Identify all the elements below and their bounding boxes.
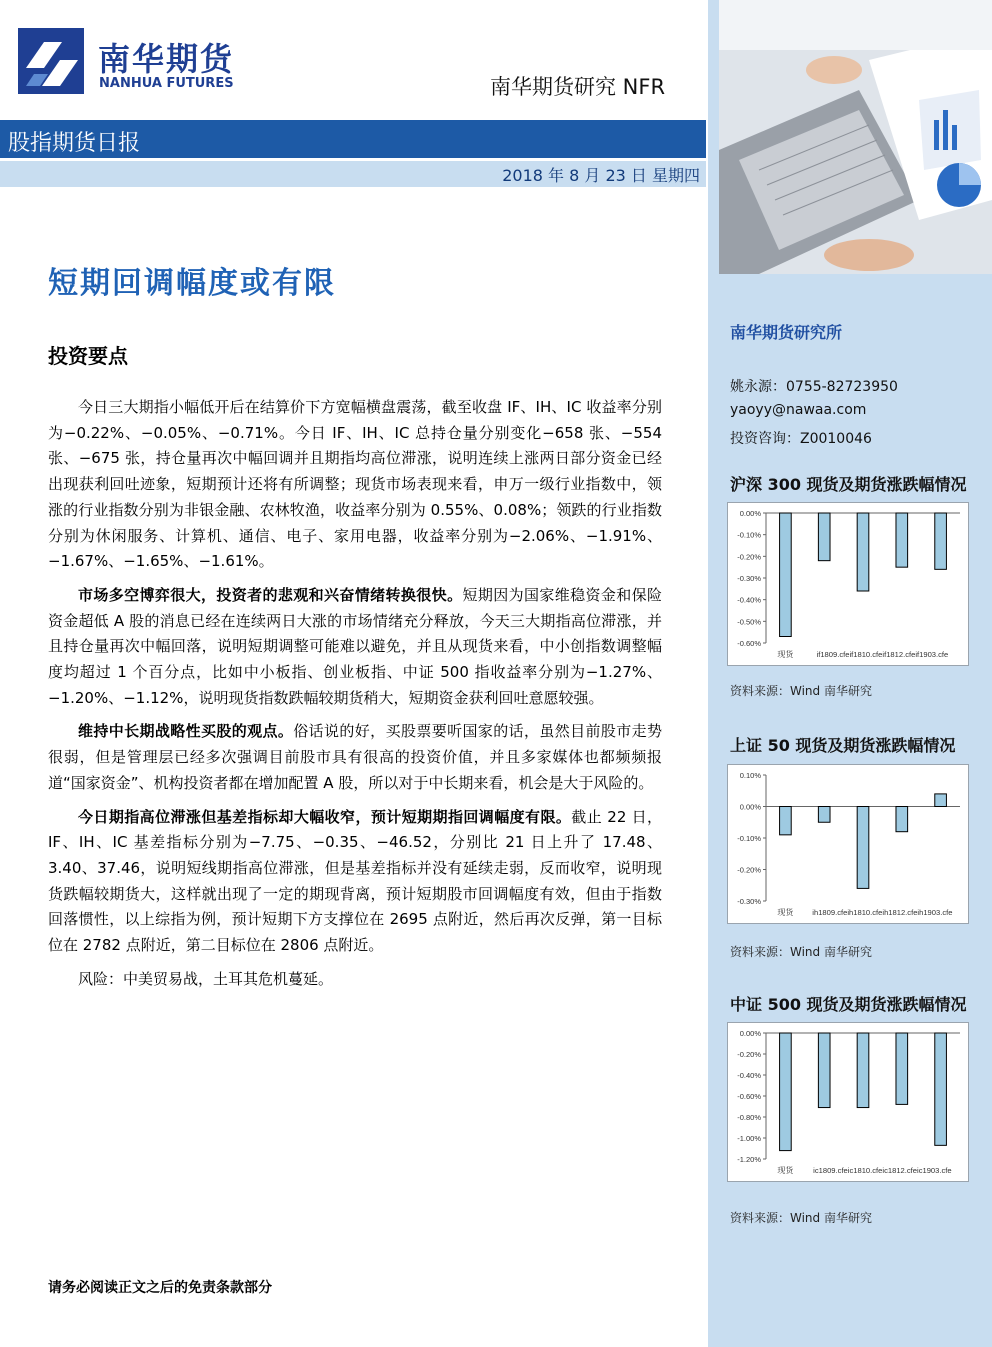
chart1-box	[727, 502, 969, 666]
cover-photo-illustration	[719, 0, 992, 274]
chart3-title: 中证 500 现货及期货涨跌幅情况	[730, 995, 967, 1014]
chart2-svg	[728, 765, 968, 923]
x-label-spot: 现货	[777, 650, 794, 659]
bar-ih1809.cfe	[818, 807, 830, 823]
headline: 短期回调幅度或有限	[48, 266, 336, 301]
bar-现货	[780, 513, 792, 637]
y-tick-label: -0.30%	[737, 897, 761, 906]
article-body	[48, 395, 662, 1000]
x-label-spot: 现货	[777, 1166, 794, 1175]
chart3-svg	[728, 1023, 968, 1181]
paragraph-3-text: 俗话说的好，买股票要听国家的话，虽然目前股市走势很弱，但是管理层已经多次强调目前股市具有很高的投资价值，并且多家媒体也都频频报道“国家资金”、机构投资者都在增加配置 A 股，所以对于中长期来看，机会是大于风险的。	[48, 722, 662, 792]
chart2-title: 上证 50 现货及期货涨跌幅情况	[730, 736, 956, 755]
y-tick-label: -1.00%	[737, 1134, 761, 1143]
bar-ic1810.cfe	[857, 1033, 869, 1108]
y-tick-label: 0.10%	[739, 771, 761, 780]
nanhua-logo	[18, 28, 84, 94]
disclaimer-note: 请务必阅读正文之后的免责条款部分	[48, 1280, 272, 1296]
y-tick-label: -0.50%	[737, 617, 761, 627]
y-tick-label: -0.60%	[737, 639, 761, 648]
paragraph-3-lead: 维持中长期战略性买股的观点。	[78, 722, 294, 741]
x-label-spot: 现货	[777, 908, 794, 917]
paragraph-4	[48, 805, 662, 959]
bar-if1903.cfe	[935, 513, 947, 569]
y-tick-label: -0.10%	[737, 834, 761, 843]
bar-if1812.cfe	[896, 513, 908, 567]
bar-ih1812.cfe	[896, 807, 908, 832]
brand-name-cn: 南华期货	[98, 40, 235, 78]
bar-ih1903.cfe	[935, 794, 947, 807]
bar-现货	[780, 807, 792, 835]
y-tick-label: -0.20%	[737, 552, 761, 562]
chart1-source: 资料来源：Wind 南华研究	[730, 684, 872, 698]
chart1-svg	[728, 503, 968, 665]
y-tick-label: -0.40%	[737, 1071, 761, 1080]
date-bar	[0, 161, 706, 187]
y-tick-label: -0.60%	[737, 1092, 761, 1101]
chart1-title: 沪深 300 现货及期货涨跌幅情况	[730, 475, 967, 494]
y-tick-label: -0.40%	[737, 595, 761, 605]
report-type-bar	[0, 120, 706, 158]
bar-if1809.cfe	[818, 513, 830, 561]
chart2-box	[727, 764, 969, 924]
bar-if1810.cfe	[857, 513, 869, 591]
y-tick-label: 0.00%	[739, 509, 761, 518]
research-label: 南华期货研究 NFR	[490, 75, 666, 99]
x-label-futures: ih1809.cfeih1810.cfeih1812.cfeih1903.cfe	[812, 908, 953, 917]
report-type: 股指期货日报	[8, 131, 141, 156]
y-tick-label: -1.20%	[737, 1155, 761, 1164]
bar-ic1903.cfe	[935, 1033, 947, 1145]
paragraph-2-lead: 市场多空博弈很大，投资者的悲观和兴奋情绪转换很快。	[78, 585, 463, 604]
y-tick-label: 0.00%	[739, 1029, 761, 1038]
institute-name: 南华期货研究所	[730, 323, 843, 342]
bar-现货	[780, 1033, 792, 1151]
analyst-contact: 姚永源：0755-82723950	[730, 379, 898, 395]
bar-ic1812.cfe	[896, 1033, 908, 1104]
bar-ic1809.cfe	[818, 1033, 830, 1108]
y-tick-label: -0.80%	[737, 1113, 761, 1122]
y-tick-label: -0.20%	[737, 865, 761, 875]
analyst-license: 投资咨询：Z0010046	[730, 431, 872, 447]
paragraph-4-lead: 今日期指高位滞涨但基差指标却大幅收窄，预计短期期指回调幅度有限。	[78, 807, 572, 826]
chart3-source: 资料来源：Wind 南华研究	[730, 1211, 872, 1225]
x-label-futures: ic1809.cfeic1810.cfeic1812.cfeic1903.cfe	[813, 1166, 952, 1175]
y-tick-label: 0.00%	[739, 802, 761, 812]
x-label-futures: if1809.cfeif1810.cfeif1812.cfeif1903.cfe	[816, 650, 949, 659]
paragraph-2	[48, 583, 662, 712]
section-title: 投资要点	[48, 344, 128, 368]
analyst-email[interactable]: yaoyy@nawaa.com	[730, 402, 867, 418]
cover-photo	[719, 0, 992, 274]
paragraph-1: 今日三大期指小幅低开后在结算价下方宽幅横盘震荡，截至收盘 IF、IH、IC 收益率分别为−0.22%、−0.05%、−0.71%。今日 IF、IH、IC 总持仓量分别变化−658 张、−554 张、−675 张，持仓量再次中幅回调并且期指均高位滞涨，说明连续上涨两日部分资金已经出现获利回吐迹象，短期预计还将有所调整；现货市场表现来看，申万一级行业指数中，领涨的行业指数分别为非银金融、农林牧渔，收益率分别为 0.55%、0.08%；领跌的行业指数分别为休闲服务、计算机、通信、电子、家用电器，收益率分别为−2.06%、−1.91%、−1.67%、−1.65%、−1.61%。	[48, 398, 662, 571]
chart3-box	[727, 1022, 969, 1182]
paragraph-2-text: 短期因为国家维稳资金和保险资金超低 A 股的消息已经在连续两日大涨的市场情绪充分释放，今天三大期指高位滞涨，并且持仓量再次中幅回落，说明短期调整可能难以避免，并且从现货来看，中小创指数调整幅度均超过 1 个百分点，比如中小板指、创业板指、中证 500 指收益率分别为−1.27%、−1.20%、−1.12%，说明现货指数跌幅较期货稍大，短期资金获利回吐意愿较强。	[48, 585, 662, 707]
paragraph-risk: 风险：中美贸易战，土耳其危机蔓延。	[78, 969, 334, 988]
y-tick-label: -0.20%	[737, 1050, 761, 1059]
y-tick-label: -0.10%	[737, 530, 761, 540]
report-date: 2018 年 8 月 23 日 星期四	[502, 166, 700, 185]
bar-ih1810.cfe	[857, 807, 869, 889]
brand-name-en: NANHUA FUTURES	[99, 76, 234, 91]
y-tick-label: -0.30%	[737, 574, 761, 583]
chart2-source: 资料来源：Wind 南华研究	[730, 945, 872, 959]
paragraph-4-text: 截止 22 日，IF、IH、IC 基差指标分别为−7.75、−0.35、−46.52，分别比 21 日上升了 17.48、3.40、37.46，说明短线期指高位滞涨，但是基差指标并没有延续走弱，反而收窄，说明现货跌幅较期货大，这样就出现了一定的期现背离，预计短期股市回调幅度有效，但由于指数回落惯性，以上综指为例，预计短期下方支撑位在 2695 点附近，然后再次反弹，第一目标位在 2782 点附近，第二目标位在 2806 点附近。	[48, 807, 662, 955]
paragraph-3	[48, 719, 662, 796]
